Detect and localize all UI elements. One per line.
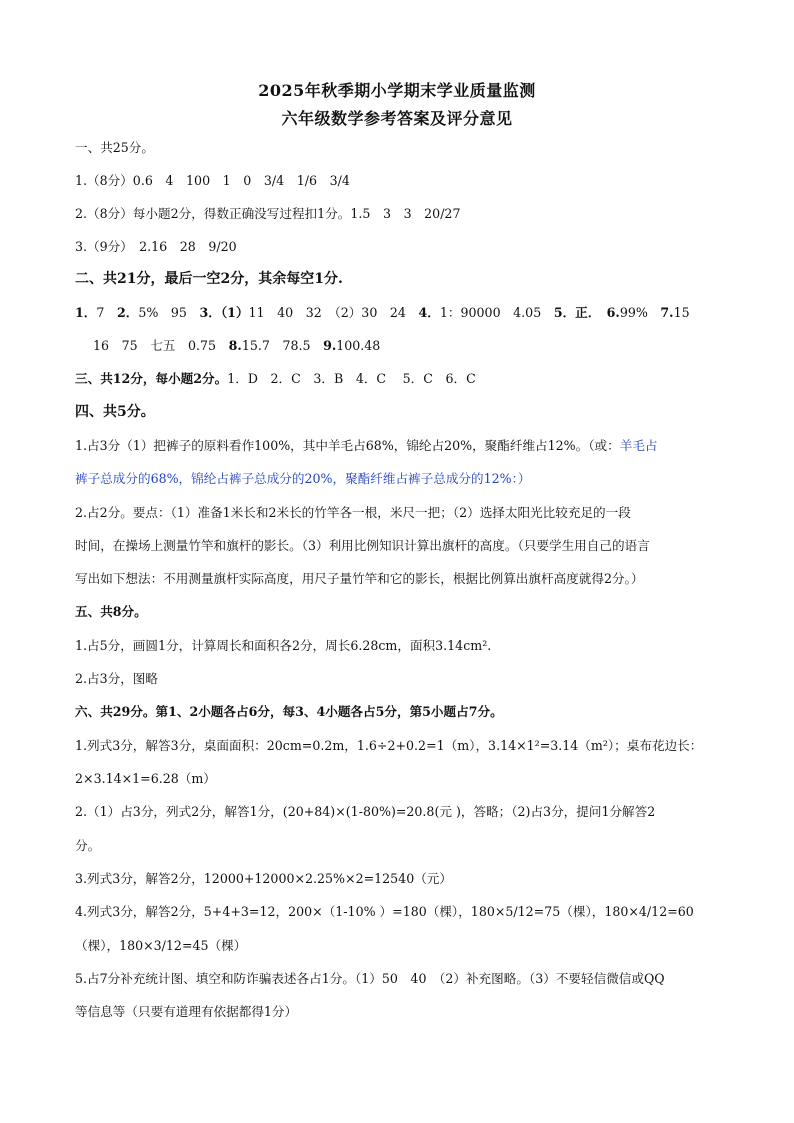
section-4-q2-line3: 写出如下想法：不用测量旗杆实际高度，用尺子量竹竿和它的影长，根据比例算出旗杆高度就得2分。） [75, 571, 644, 586]
section-3-answers: 1．D 2．C 3．B 4．C 5．C 6．C [227, 371, 476, 386]
section-6-q2-line1: 2.（1）占3分，列式2分，解答1分，(20+84)×(1-80%)=20.8(元 )，答略；（2)占3分，提问1分解答2 [75, 804, 656, 819]
section-4-q1-line2: 裤子总成分的68%，锦纶占裤子总成分的20%，聚酯纤维占裤子总成分的12%：） [75, 471, 531, 486]
section-6-q1-line1: 1.列式3分，解答3分，桌面面积：20cm=0.2m，1.6÷2+0.2=1（m），3.14×1²=3.14（m²）；桌布花边长： [75, 738, 703, 753]
section-3-line [75, 370, 725, 388]
answer-text: 16 75 七五 0.75 [93, 338, 229, 353]
section-6-heading: 六、共29分。第1、2小题各占6分，每3、4小题各占5分，第5小题占7分。 [75, 704, 503, 719]
section-4-q2-line1: 2.占2分。要点：（1）准备1米长和2米长的竹竿各一根，米尺一把；（2）选择太阳光比较充足的一段 [75, 505, 631, 520]
answer-text: 1：90000 4.05 [439, 305, 554, 320]
section-2-answers-line1 [75, 304, 725, 322]
q-number: 5．正． [553, 305, 595, 320]
alt-answer-text: 羊毛占 [619, 438, 658, 453]
answer-text: 15 [673, 305, 690, 320]
q-number: 9. [323, 338, 337, 353]
section-6-q5-line2: 等信息等（只要有道理有依据都得1分） [75, 1004, 298, 1019]
section-1-q2: 2.（8分）每小题2分，得数正确没写过程扣1分。1.5 3 3 20/27 [75, 206, 461, 221]
section-5-q1: 1.占5分，画圆1分，计算周长和面积各2分，周长6.28cm，面积3.14cm². [75, 638, 492, 653]
answer-text: 99% [619, 305, 661, 320]
section-6-q2-line2: 分。 [75, 838, 101, 853]
q-number: 7. [660, 305, 674, 320]
document-title: 2025年秋季期小学期末学业质量监测 [258, 81, 536, 100]
q-number: 6. [594, 305, 620, 320]
q-number: 3．（1） [199, 305, 249, 320]
section-6-q4-line1: 4.列式3分，解答2分，5+4+3=12，200×（1-10% ）=180（棵），180×5/12=75（棵），180×4/12=60 [75, 904, 694, 919]
q-number: 8. [228, 338, 242, 353]
answer-text: 7 [96, 305, 117, 320]
section-1-q3: 3.（9分） 2.16 28 9/20 [75, 239, 237, 254]
section-4-heading: 四、共5分。 [75, 404, 155, 420]
q-number: 4． [418, 305, 440, 320]
section-1-q1: 1.（8分）0.6 4 100 1 0 3/4 1/6 3/4 [75, 173, 350, 188]
section-4-q2-line2: 时间，在操场上测量竹竿和旗杆的影长。（3）利用比例知识计算出旗杆的高度。（只要学生用自己的语言 [75, 538, 650, 553]
section-6-q4-line2: （棵），180×3/12=45（棵） [75, 938, 247, 953]
q-number: 1． [75, 305, 97, 320]
section-1-heading: 一、共25分。 [75, 140, 154, 155]
answer-text: 15.7 78.5 [241, 338, 324, 353]
answer-text: 11 40 32 （2）30 24 [248, 305, 419, 320]
section-5-q2: 2.占3分，图略 [75, 671, 158, 686]
q-number: 2． [116, 305, 139, 320]
section-3-heading: 三、共12分，每小题2分。 [75, 371, 228, 386]
document-subtitle: 六年级数学参考答案及评分意见 [281, 109, 513, 128]
section-2-answers-line2 [93, 337, 743, 355]
section-4-q1-line1 [75, 437, 725, 455]
section-6-q1-line2: 2×3.14×1=6.28（m） [75, 771, 216, 786]
answer-text: 100.48 [336, 338, 381, 353]
section-5-heading: 五、共8分。 [75, 604, 147, 619]
section-6-q3: 3.列式3分，解答2分，12000+12000×2.25%×2=12540（元） [75, 871, 452, 886]
section-6-q5-line1: 5.占7分补充统计图、填空和防诈骗表述各占1分。（1）50 40 （2）补充图略。（3）不要轻信微信或QQ [75, 971, 665, 986]
answer-text: 5% 95 [138, 305, 200, 320]
answer-text: 1.占3分（1）把裤子的原料看作100%，其中羊毛占68%，锦纶占20%，聚酯纤维占12%。（或： [75, 438, 620, 453]
section-2-heading: 二、共21分，最后一空2分，其余每空1分. [75, 271, 343, 287]
